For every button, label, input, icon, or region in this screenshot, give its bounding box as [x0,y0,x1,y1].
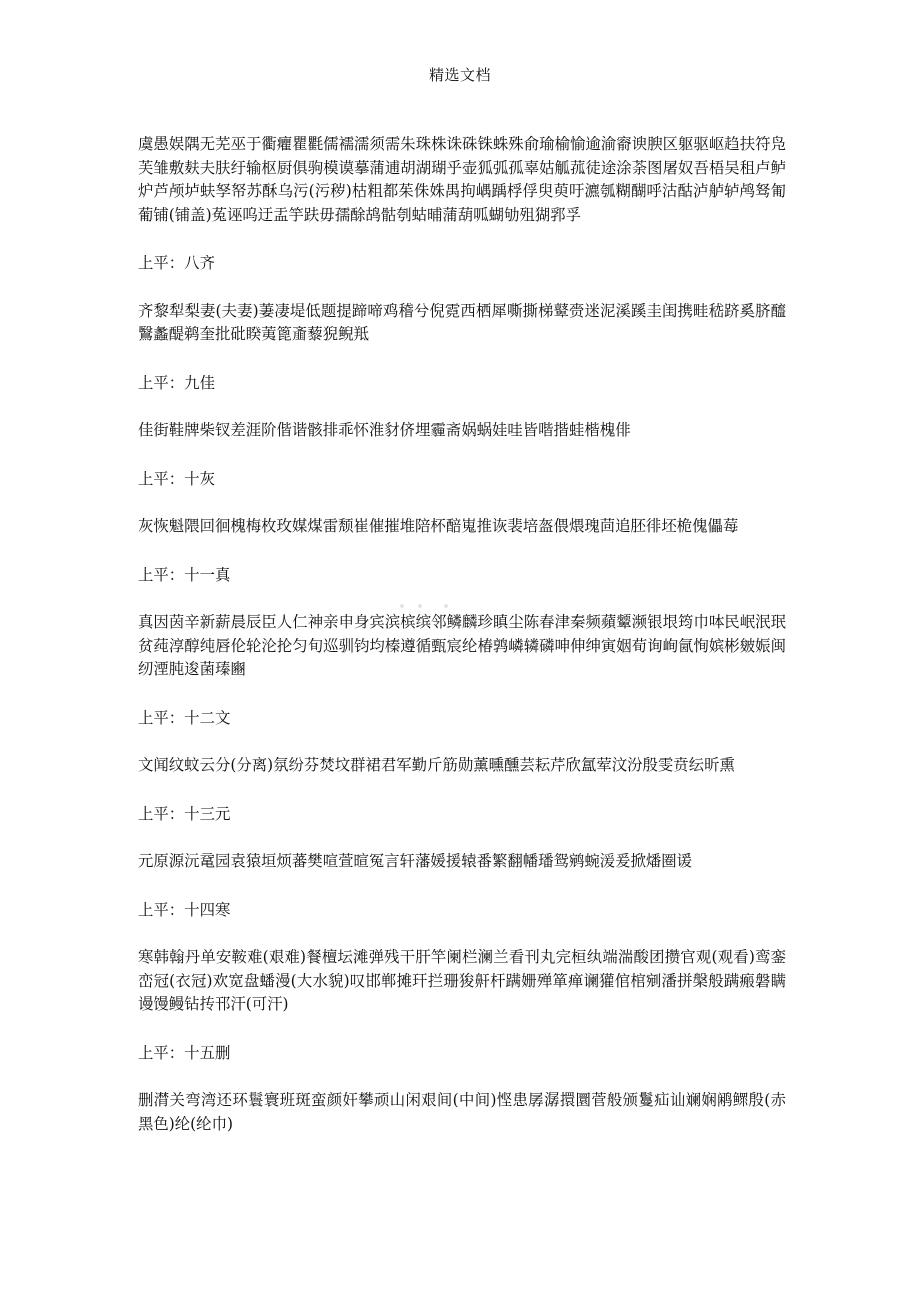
section-heading: 上平：十灰 [138,469,215,488]
document-body [138,133,786,1136]
section-heading: 上平：九佳 [138,373,215,392]
section-text: 齐黎犁梨妻(夫妻)萋凄堤低题提蹄啼鸡稽兮倪霓西栖犀嘶撕梯鼙赍迷泥溪蹊圭闺携畦嵇跻奚脐醯鷖蠡醍鹈奎批砒睽荑篦齑藜猊鲵羝 [138,301,786,343]
section-heading: 上平：十三元 [138,804,231,823]
section-heading: 上平：十一真 [138,565,231,584]
page-header-title: 精选文档 [428,66,491,84]
section-text: 佳街鞋牌柴钗差涯阶偕谐骸排乖怀淮豺侪埋霾斋娲蜗娃哇皆喈揩蛙楷槐俳 [138,421,631,439]
section-text: 元原源沅鼋园袁猿垣烦蕃樊喧萱暄冤言轩藩媛援辕番繁翻幡璠鸳鹓蜿湲爰掀燔圈谖 [138,852,693,870]
section-text: 虞愚娱隅无芜巫于衢癯瞿氍儒襦濡须需朱珠株诛硃铢蛛殊俞瑜榆愉逾渝窬谀腴区躯驱岖趋扶符凫芙雏敷麸夫肤纡输枢厨俱驹模谟摹蒲逋胡湖瑚乎壶狐弧孤辜姑觚菰徒途涂荼图屠奴吾梧吴租卢鲈炉芦颅垆蚨孥帑苏酥乌污(污秽)枯粗都茱侏姝禺拘嵎踽桴俘臾萸吁瀌瓠糊醐呼沽酤泸舻轳鸬驽匍葡铺(铺盖)菟诬呜迂盂竽趺毋孺酴鸪骷刳蛄晡蒲葫呱蝴劬殂猢郛孚 [138,135,786,224]
section-heading: 上平：十四寒 [138,900,231,919]
section-text: 文闻纹蚊云分(分离)氛纷芬焚坟群裙君军勤斤筋勋薰曛醺芸耘芹欣氲荤汶汾殷雯贲纭昕熏 [138,756,735,774]
section-text: 真因茵辛新薪晨辰臣人仁神亲申身宾滨槟缤邻鳞麟珍瞋尘陈春津秦频蘋颦濒银垠筠巾呠民岷泯珉贫莼淳醇纯唇伦轮沦抡匀旬巡驯钧均榛遵循甄宸纶椿鹑嶙辚磷呻伸绅寅姻荀询峋氤恂嫔彬皴娠闽纫湮肫逡菌瑧豳 [138,613,786,678]
section-heading: 上平：八齐 [138,254,215,272]
section-heading: 上平：十二文 [138,708,231,727]
section-heading: 上平：十五删 [138,1043,231,1062]
section-text: 灰恢魁隈回徊槐梅枚玫媒煤雷颓崔催摧堆陪杯醅嵬推诙裴培盔偎煨瑰茴追胚徘坯桅傀儡莓 [138,517,739,535]
section-text: 删潸关弯湾还环鬟寰班斑蛮颜奸攀顽山闲艰间(中间)悭患孱潺擐圜菅般颁鬘疝讪斓娴鹇鳏殷(赤黑色)纶(纶巾) [138,1091,786,1133]
section-text: 寒韩翰丹单安鞍难(艰难)餐檀坛滩弹残干肝竿阑栏澜兰看刊丸完桓纨端湍酸团攒官观(观看)鸾銮峦冠(衣冠)欢宽盘蟠漫(大水貌)叹邯郸摊玕拦珊狻鼾杆蹒姗殚箪瘅谰獾倌棺剜潘拼槃般蹒瘢磐瞒谩馒鳗钻抟邗汗(可汗) [138,948,786,1013]
